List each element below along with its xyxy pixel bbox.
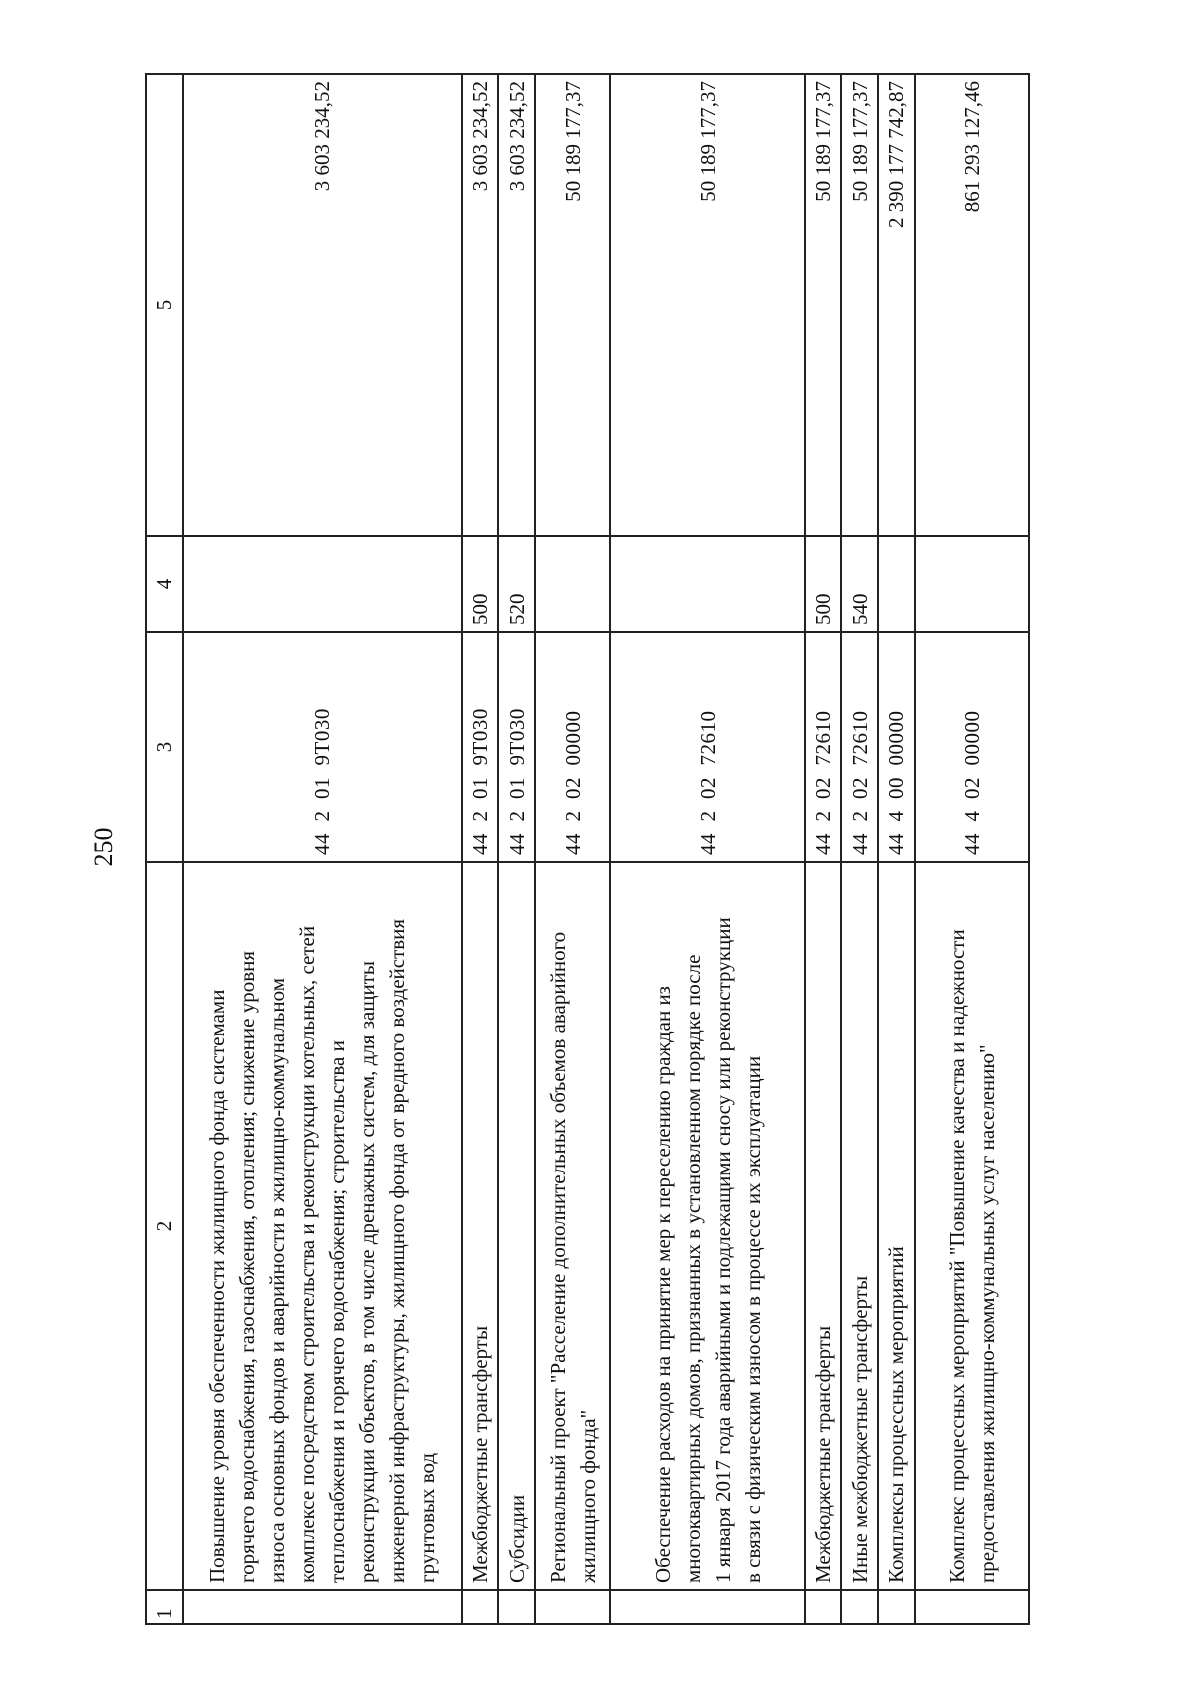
table-header-row xyxy=(146,74,183,1624)
header-col-2: 2 xyxy=(146,862,183,1590)
header-col-3: 3 xyxy=(146,632,183,862)
row-category: 540 xyxy=(841,536,878,632)
header-col-4: 4 xyxy=(146,536,183,632)
table-row xyxy=(498,74,535,1624)
row-name: Межбюджетные трансферты xyxy=(462,862,499,1590)
row-number-cell xyxy=(878,1590,915,1624)
row-code: 44 2 02 72610 xyxy=(841,632,878,862)
row-code: 44 2 01 9Т030 xyxy=(498,632,535,862)
row-amount: 50 189 177,37 xyxy=(805,74,842,536)
row-amount: 3 603 234,52 xyxy=(498,74,535,536)
row-category xyxy=(610,536,804,632)
row-amount: 50 189 177,37 xyxy=(535,74,610,536)
row-name: Межбюджетные трансферты xyxy=(805,862,842,1590)
row-amount: 50 189 177,37 xyxy=(610,74,804,536)
row-amount: 3 603 234,52 xyxy=(462,74,499,536)
row-number-cell xyxy=(805,1590,842,1624)
row-code: 44 2 02 72610 xyxy=(610,632,804,862)
row-category xyxy=(183,536,462,632)
row-number-cell xyxy=(610,1590,804,1624)
budget-table-container xyxy=(145,75,1030,1625)
row-name: Обеспечение расходов на принятие мер к переселению граждан из многоквартирных домов, признанных в установленном порядке после 1 января 2017 года аварийными и подлежащими сносу или реконструкции в связи с физическим износом в процессе их эксплуатации xyxy=(610,862,804,1590)
table-row xyxy=(610,74,804,1624)
row-number-cell xyxy=(915,1590,1029,1624)
row-category xyxy=(878,536,915,632)
row-number-cell xyxy=(462,1590,499,1624)
row-category: 500 xyxy=(805,536,842,632)
row-number-cell xyxy=(498,1590,535,1624)
header-col-5: 5 xyxy=(146,74,183,536)
row-amount: 50 189 177,37 xyxy=(841,74,878,536)
row-name: Иные межбюджетные трансферты xyxy=(841,862,878,1590)
header-col-1: 1 xyxy=(146,1590,183,1624)
row-code: 44 4 00 00000 xyxy=(878,632,915,862)
row-code: 44 2 01 9Т030 xyxy=(183,632,462,862)
page-number: 250 xyxy=(89,827,118,867)
table-row xyxy=(462,74,499,1624)
table-row xyxy=(183,74,462,1624)
row-number-cell xyxy=(841,1590,878,1624)
table-row xyxy=(805,74,842,1624)
row-category: 500 xyxy=(462,536,499,632)
row-category xyxy=(535,536,610,632)
row-code: 44 2 02 72610 xyxy=(805,632,842,862)
row-name: Региональный проект "Расселение дополнительных объемов аварийного жилищного фонда" xyxy=(535,862,610,1590)
row-name: Субсидии xyxy=(498,862,535,1590)
row-name: Комплексы процессных мероприятий xyxy=(878,862,915,1590)
row-category: 520 xyxy=(498,536,535,632)
table-row xyxy=(915,74,1029,1624)
budget-table xyxy=(145,73,1030,1625)
row-amount: 861 293 127,46 xyxy=(915,74,1029,536)
row-category xyxy=(915,536,1029,632)
row-name: Повышение уровня обеспеченности жилищного фонда системами горячего водоснабжения, газоснабжения, отопления; снижение уровня износа основных фондов и аварийности в жилищно-коммунальном комплексе посредством строительства и реконструкции котельных, сетей теплоснабжения и горячего водоснабжения; строительства и реконструкции объектов, в том числе дренажных систем, для защиты инженерной инфраструктуры, жилищного фонда от вредного воздействия грунтовых вод xyxy=(183,862,462,1590)
row-name: Комплекс процессных мероприятий "Повышение качества и надежности предоставления жилищно-коммунальных услуг населению" xyxy=(915,862,1029,1590)
row-number-cell xyxy=(183,1590,462,1624)
row-code: 44 2 01 9Т030 xyxy=(462,632,499,862)
table-row xyxy=(535,74,610,1624)
row-amount: 2 390 177 742,87 xyxy=(878,74,915,536)
row-number-cell xyxy=(535,1590,610,1624)
table-row xyxy=(878,74,915,1624)
row-code: 44 4 02 00000 xyxy=(915,632,1029,862)
table-row xyxy=(841,74,878,1624)
row-amount: 3 603 234,52 xyxy=(183,74,462,536)
row-code: 44 2 02 00000 xyxy=(535,632,610,862)
